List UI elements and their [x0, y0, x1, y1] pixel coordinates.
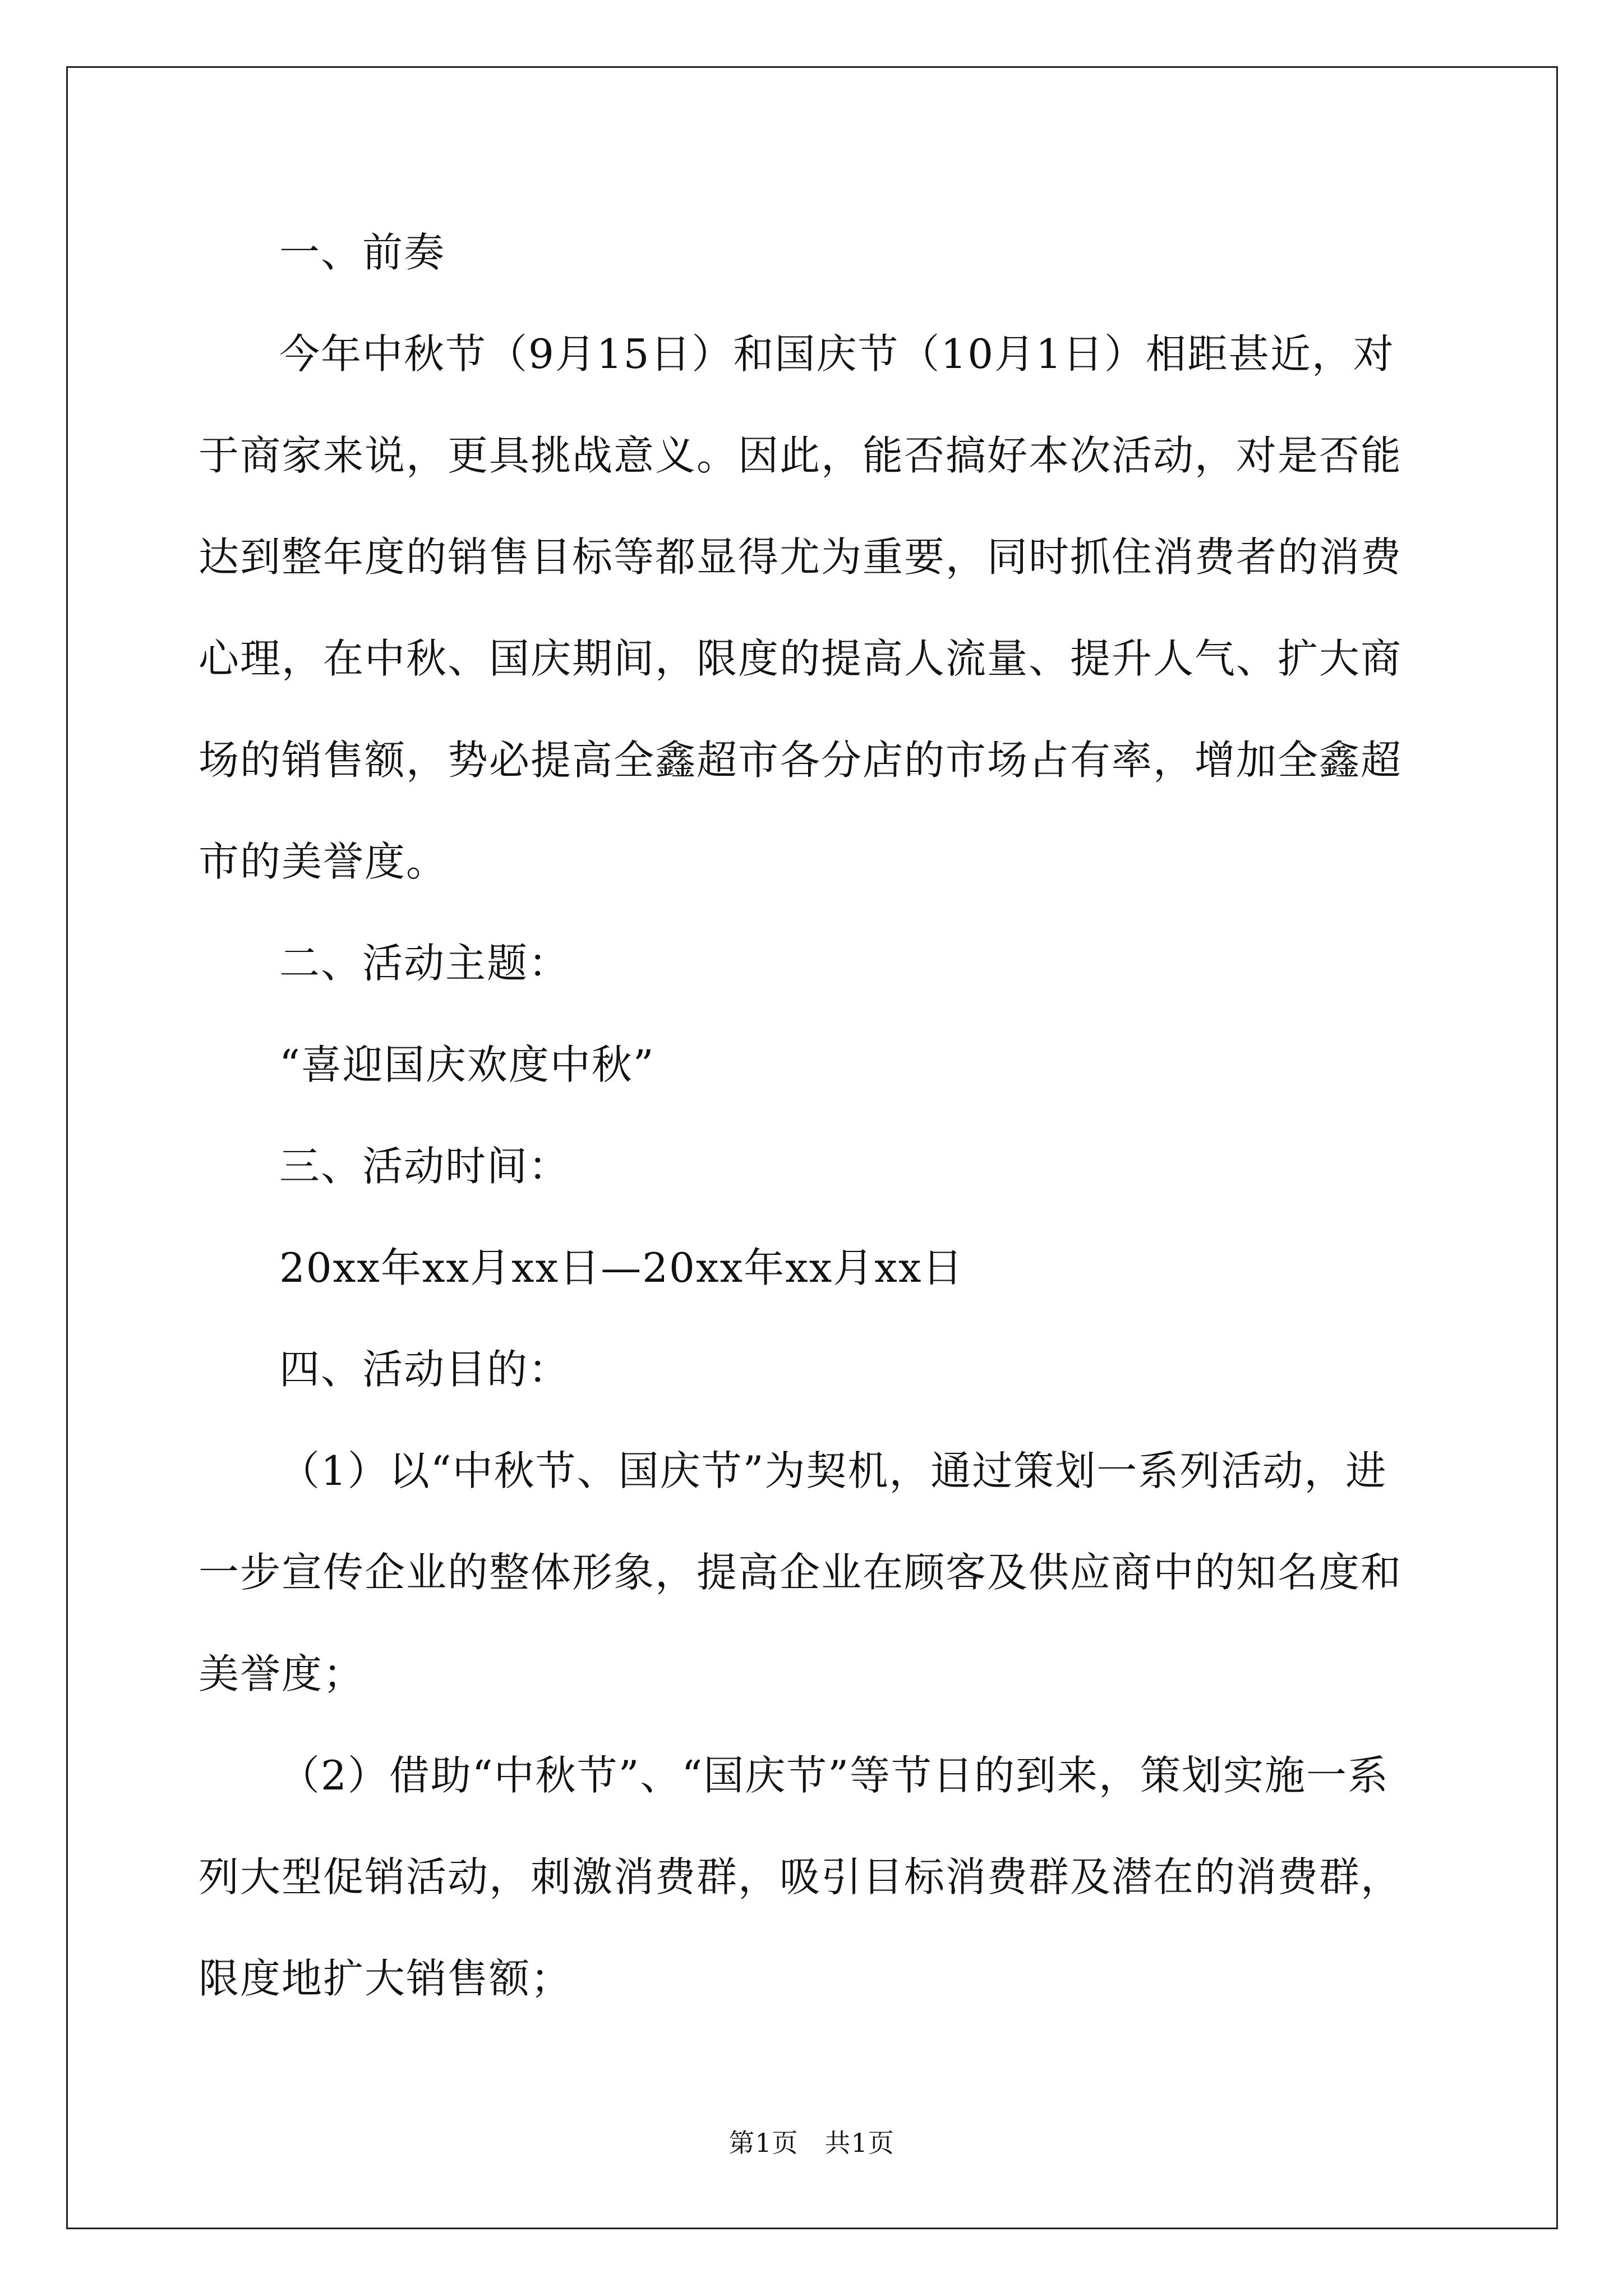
paragraph-time: 20xx年xx月xx日—20xx年xx月xx日 — [279, 1244, 964, 1291]
paragraph-purpose-1: （1）以“中秋节、国庆节”为契机，通过策划一系列活动，进一步宣传企业的整体形象，提高企业在顾客及供应商中的知名度和美誉度； — [199, 1447, 1403, 1697]
section-heading-purpose: 四、活动目的： — [279, 1346, 570, 1393]
section-heading-theme: 二、活动主题： — [279, 940, 570, 987]
paragraph-purpose-2: （2）借助“中秋节”、“国庆节”等节日的到来，策划实施一系列大型促销活动，刺激消费群，吸引目标消费群及潜在的消费群，限度地扩大销售额； — [199, 1752, 1403, 2002]
paragraph-theme: “喜迎国庆欢度中秋” — [279, 1041, 655, 1088]
paragraph-intro: 今年中秋节（9月15日）和国庆节（10月1日）相距甚近，对于商家来说，更具挑战意义。因此，能否搞好本次活动，对是否能达到整年度的销售目标等都显得尤为重要，同时抓住消费者的消费心理，在中秋、国庆期间，限度的提高人流量、提升人气、扩大商场的销售额，势必提高全鑫超市各分店的市场占有率，增加全鑫超市的美誉度。 — [199, 330, 1403, 885]
page-footer: 第1页 共1页 — [728, 2128, 895, 2158]
section-heading-prelude: 一、前奏 — [279, 229, 446, 276]
section-heading-time: 三、活动时间： — [279, 1143, 570, 1190]
document-body — [199, 202, 1427, 2030]
